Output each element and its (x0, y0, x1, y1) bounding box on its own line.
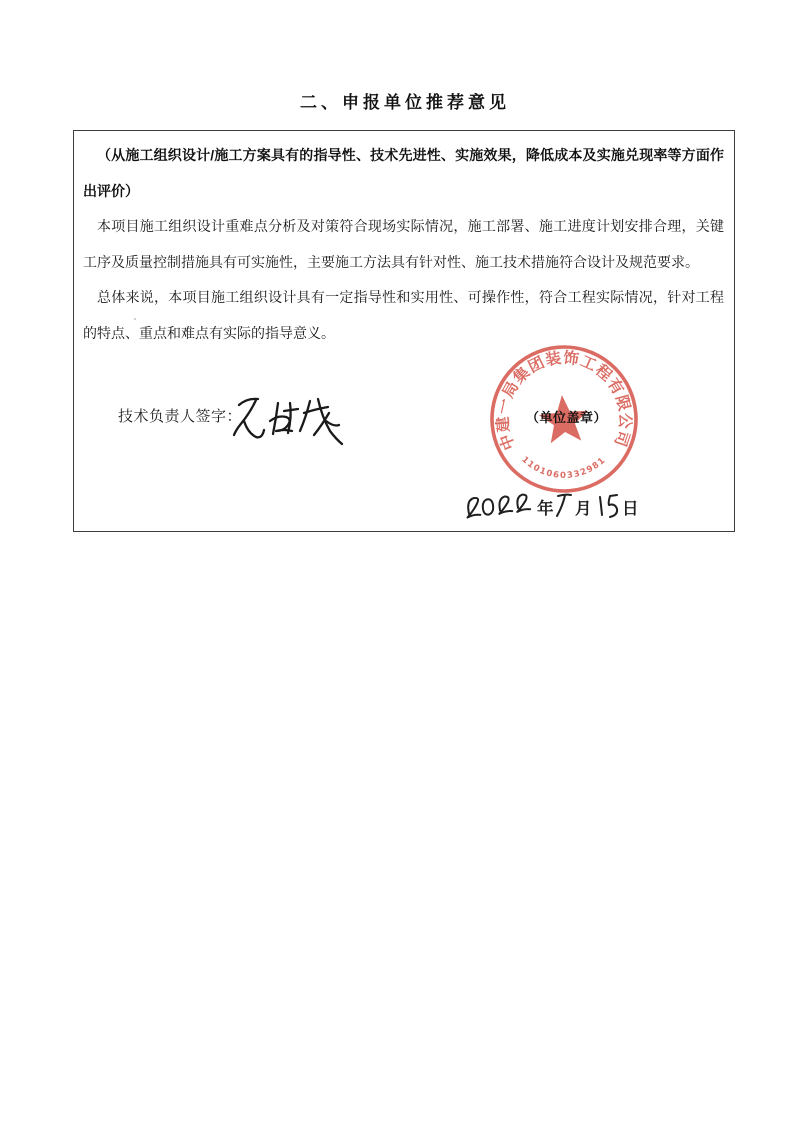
technical-director-signature-label: 技术负责人签字： (118, 408, 243, 425)
seal-company-name: 中建一局集团装饰工程有限公司 (494, 349, 634, 453)
handwritten-signature (226, 373, 351, 468)
month-unit-character: 月 (575, 500, 592, 518)
svg-text:1101060332981 (519, 448, 610, 485)
handwritten-day-15 (600, 495, 617, 517)
signature-date (461, 483, 646, 528)
seal-registration-number: 1101060332981 (519, 454, 609, 481)
day-unit-character: 日 (622, 500, 639, 518)
handwritten-month-7 (557, 495, 571, 516)
evaluation-criteria-hint: （从施工组织设计/施工方案具有的指导性、技术先进性、实施效果，降低成本及实施兑现率等方面作出评价） (83, 147, 724, 199)
opinion-paragraph-1: 本项目施工组织设计重难点分析及对策符合现场实际情况，施工部署、施工进度计划安排合理，关键工序及质量控制措施具有可实施性，主要施工方法具有针对性、施工技术措施符合设计及规范要求。 (83, 218, 724, 270)
year-unit-character: 年 (537, 500, 554, 518)
opinion-text-block (74, 131, 734, 352)
recommendation-opinion-box (73, 130, 735, 532)
opinion-paragraph-2: 总体来说，本项目施工组织设计具有一定指导性和实用性、可操作性，符合工程实际情况，针对工程的特点、重点和难点有实际的指导意义。 (83, 289, 724, 341)
unit-seal-placeholder-label: （单位盖章） (526, 410, 608, 425)
section-title: 二、申报单位推荐意见 (300, 93, 510, 112)
scan-artifact-speck (134, 318, 136, 320)
handwritten-year-2022 (466, 494, 530, 517)
